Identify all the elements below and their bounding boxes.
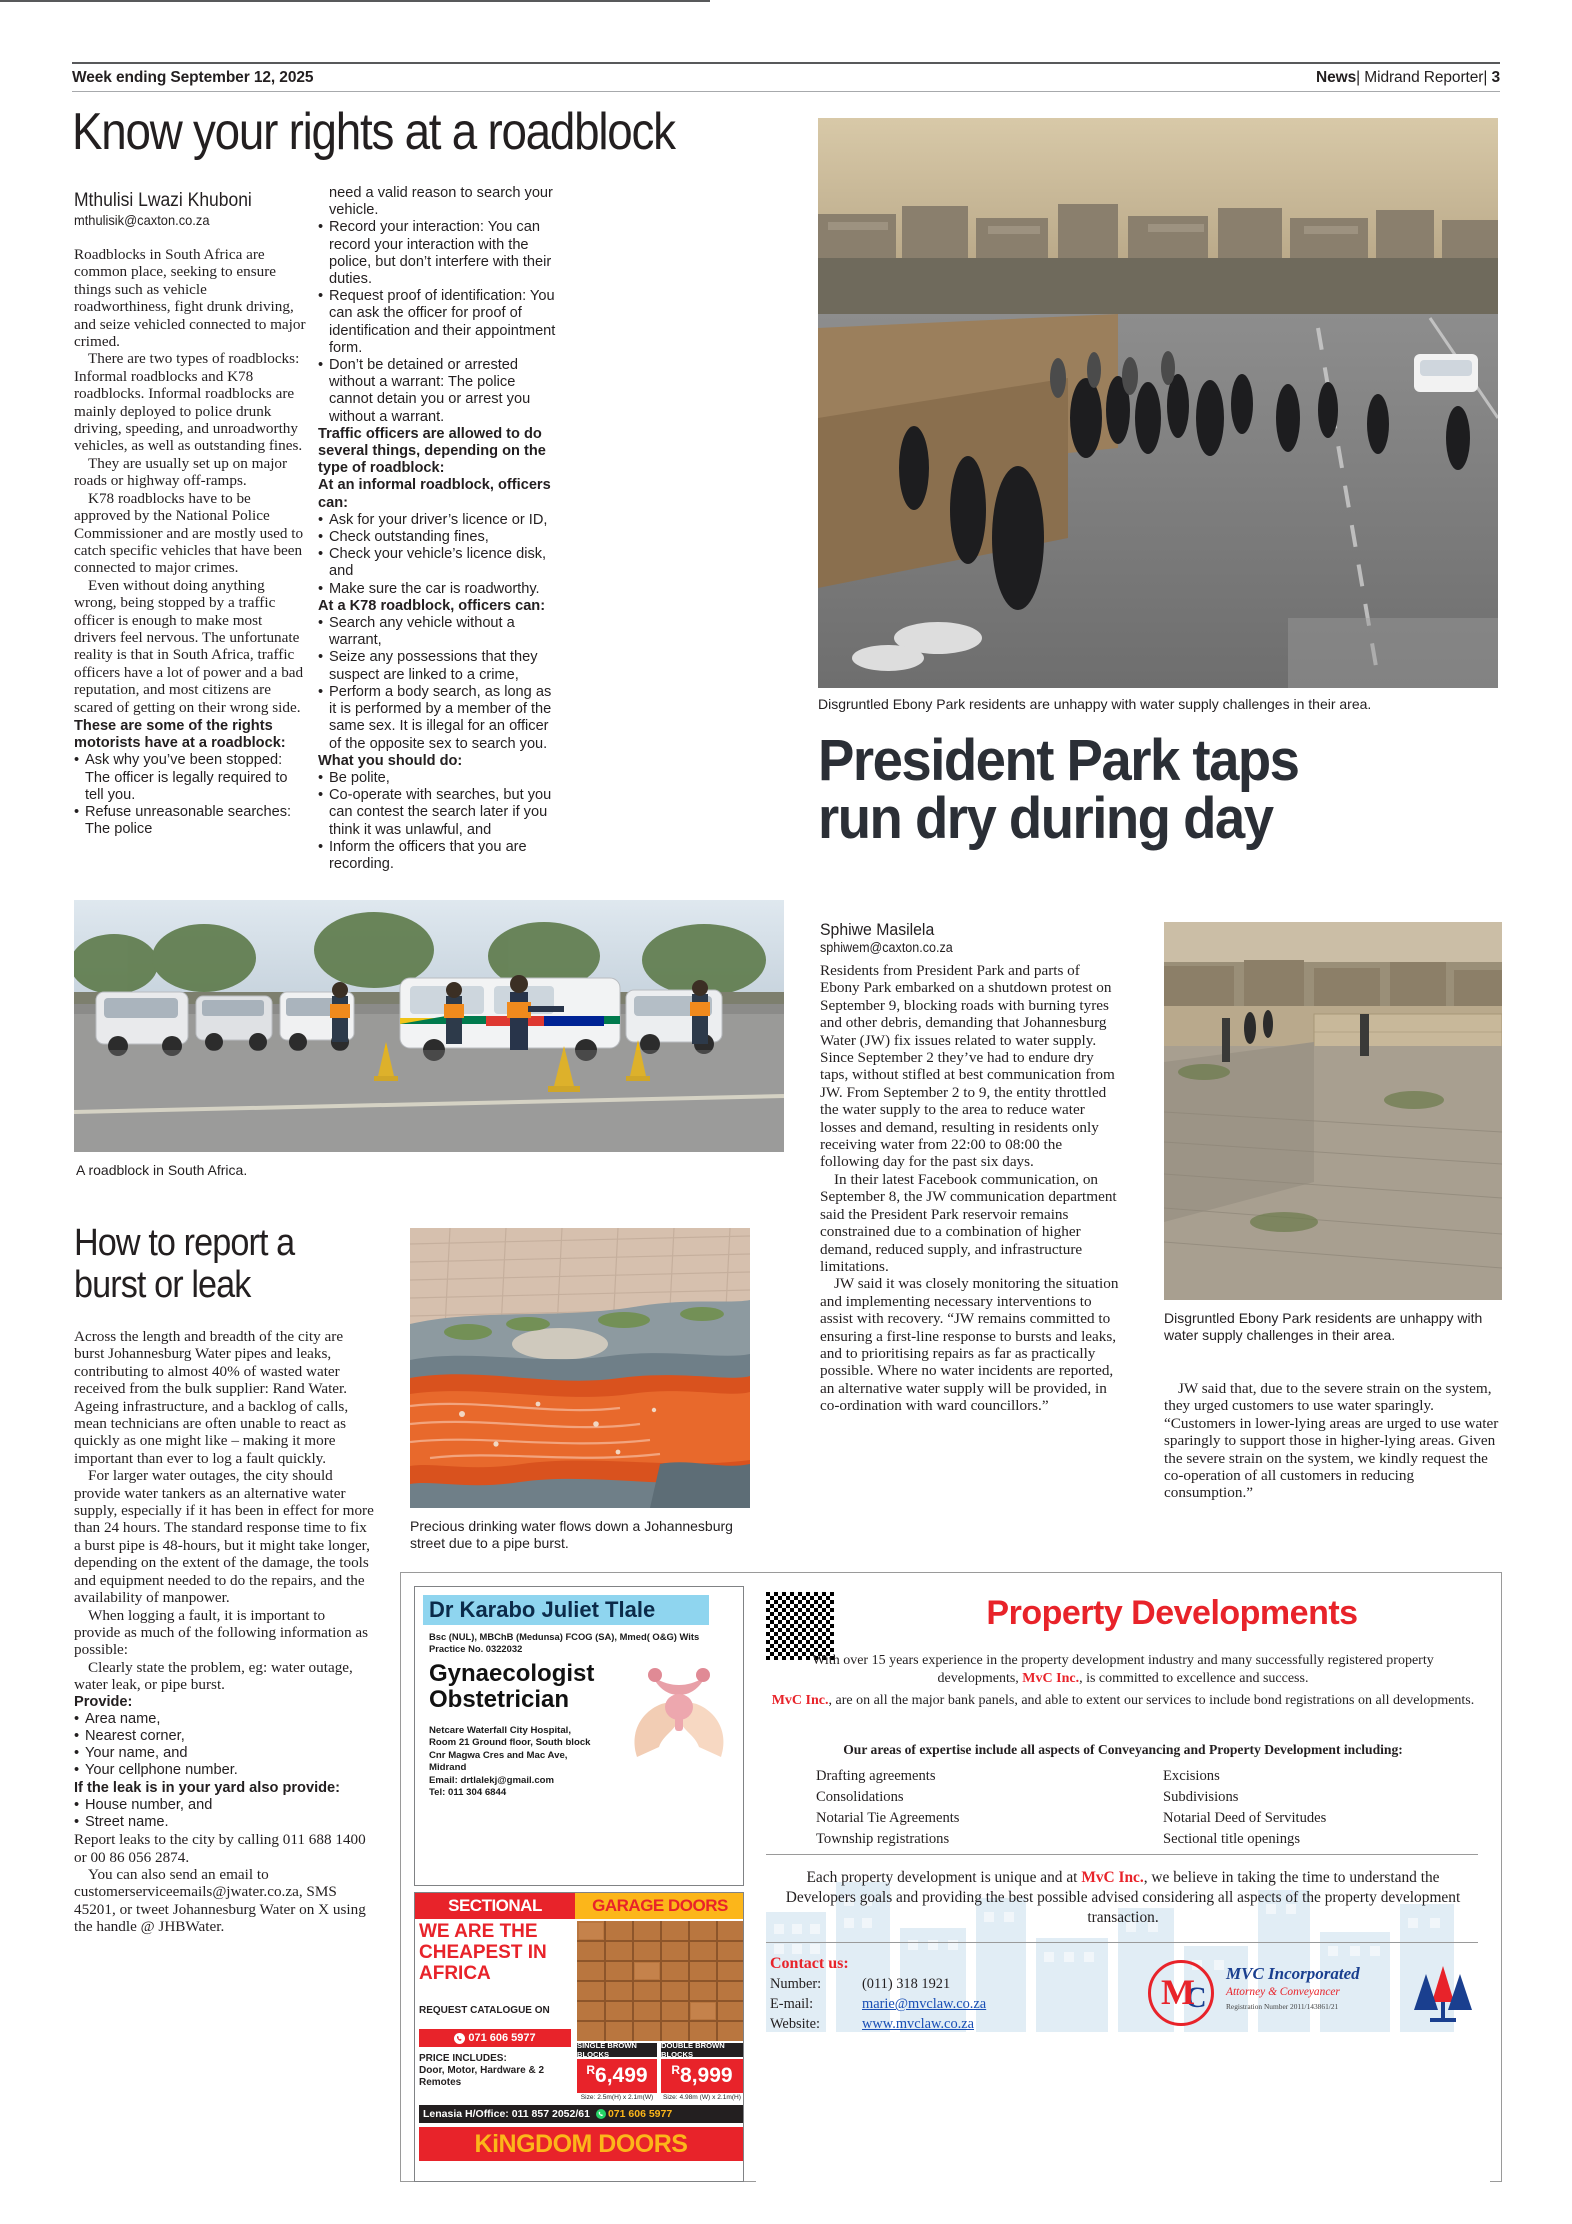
k78-bullet-list	[318, 615, 556, 753]
ad-garage-office-line[interactable]	[419, 2105, 743, 2123]
ad-doctor-qualifications	[429, 1631, 729, 1655]
caption-roadblock-photo: A roadblock in South Africa.	[76, 1162, 248, 1178]
closing-text-a: Each property development is unique and at	[806, 1869, 1082, 1886]
list-item: • Check your vehicle’s licence disk, and	[318, 546, 556, 580]
list-item: • House number, and	[74, 1797, 374, 1814]
ad-garage-label-double: DOUBLE BROWN BLOCKS	[661, 2043, 743, 2057]
contact-label: E-mail:	[770, 1996, 814, 2012]
list-item: • Ask why you’ve been stopped: The officer is legally required to tell you.	[74, 752, 306, 804]
section-divider-rule	[0, 0, 710, 2]
brand-name-inline: MvC Inc.	[1022, 1670, 1080, 1686]
list-item: • Nearest corner,	[74, 1728, 374, 1745]
price-includes-detail: Door, Motor, Hardware & 2 Remotes	[419, 2065, 545, 2088]
should-bullet-list	[318, 770, 556, 873]
rights-bullet-list	[74, 752, 306, 838]
list-item: Subdivisions	[1163, 1789, 1239, 1805]
subheading-k78-roadblock: At a K78 roadblock, officers can:	[318, 597, 546, 614]
ad-garage-office-phone: Lenasia H/Office: 011 857 2052/61	[423, 2108, 590, 2120]
paragraph: There are two types of roadblocks: Informal roadblocks and K78 roadblocks. Informal roadblocks are mainly deployed to police drunk driving, speeding, and unroadworthy vehicles, as well as outstanding fines.	[74, 350, 303, 455]
mvc-logo	[1148, 1958, 1478, 2032]
photo-burst-pipe	[410, 1228, 750, 1508]
list-item: Notarial Tie Agreements	[816, 1810, 960, 1826]
intro-1-text-c: , is committed to excellence and success.	[1079, 1670, 1309, 1686]
subheading-informal-roadblock: At an informal roadblock, officers can:	[318, 477, 551, 511]
paragraph: In their latest Facebook communication, on September 8, the JW communication department said the President Park reservoir remains constrained due to a combination of higher demand, reduced supply, and infrastructure limitations.	[820, 1170, 1117, 1275]
list-item: • Inform the officers that you are recording.	[318, 839, 556, 873]
hands-uterus-icon	[619, 1661, 739, 1781]
paragraph: K78 roadblocks have to be approved by the National Police Commissioner and are mostly used to catch specific vehicles that have been connected to major crimes.	[74, 489, 304, 577]
headline-line-1: How to report a	[74, 1222, 295, 1264]
photo-roadblock-scene	[74, 900, 784, 1152]
contact-value-number: (011) 318 1921	[862, 1976, 951, 1992]
list-item: • Perform a body search, as long as it is performed by a member of the same sex. It is illegal for an officer of the opposite sex to search you.	[318, 684, 556, 753]
headline-roadblock: Know your rights at a roadblock	[72, 103, 675, 161]
ad-garage-price-includes	[419, 2053, 571, 2089]
ad-mvc-divider-1	[766, 1854, 1478, 1855]
paragraph: Roadblocks in South Africa are common place, seeking to ensure things such as vehicle roadworthiness, fight drunk driving, and seize vehicled connected to major crimed.	[74, 246, 306, 351]
contact-value-email[interactable]: marie@mvclaw.co.za	[862, 1996, 987, 2012]
ad-doctor-degrees: Bsc (NUL), MBChB (Medunsa) FCOG (SA), Mmed( O&G) Wits	[429, 1631, 700, 1642]
list-item: • Ask for your driver’s licence or ID,	[318, 512, 556, 529]
speciality-line-1: Gynaecologist	[429, 1660, 595, 1687]
scales-of-justice-icon	[1408, 1962, 1478, 2024]
ad-mvc-title: Property Developments	[986, 1594, 1358, 1632]
roadblock-column-2	[318, 185, 556, 873]
photo-burst-pipe-graphic	[410, 1228, 750, 1508]
informal-bullet-list	[318, 512, 556, 598]
ad-garage-brand-name: KiNGDOM DOORS	[419, 2127, 743, 2161]
ad-doctor-speciality	[429, 1661, 619, 1713]
paragraph: JW said it was closely monitoring the situation and implementing necessary interventions to assist with recovery. “JW remains committed to ensuring a first-line response to bursts and leaks, and to prioritising repairs as far as practically possible. Where no water incidents are reported, an alternative water supply will be provided, in co-ordination with ward councillors.”	[820, 1275, 1119, 1415]
brand-name-inline: MvC Inc.	[771, 1693, 829, 1708]
currency-symbol: R	[586, 2063, 596, 2077]
address-line: Midrand	[429, 1762, 467, 1774]
paragraph: Clearly state the problem, eg: water outage, water leak, or pipe burst.	[74, 1658, 353, 1694]
president-park-column-1	[820, 962, 1120, 1415]
ad-garage-tag-sectional: SECTIONAL	[415, 1893, 575, 1919]
contact-table	[770, 1974, 994, 2034]
runhead-page-number: 3	[1491, 68, 1500, 86]
ad-mvc-intro-2	[770, 1692, 1476, 1710]
monogram-c: C	[1185, 1981, 1207, 2014]
subheading-provide: Provide:	[74, 1693, 133, 1710]
list-item: • Search any vehicle without a warrant,	[318, 615, 556, 649]
ad-doctor-address	[429, 1725, 629, 1799]
list-item: • Your name, and	[74, 1745, 374, 1762]
ad-garage-tag-doors: GARAGE DOORS	[575, 1893, 744, 1919]
paragraph: JW said that, due to the severe strain on the system, they urged customers to use water sparingly. “Customers in lower-lying areas are urged to use water sparingly to support those in higher-lying areas. Given the severe strain on the system, we kindly request the co-operation of all customers in reducing consumption.”	[1164, 1380, 1499, 1502]
subheading-rights: These are some of the rights motorists have at a roadblock:	[74, 717, 286, 752]
rights-bullet-list-cont	[318, 219, 556, 425]
ad-kingdom-garage-doors[interactable]	[414, 1892, 744, 2182]
paragraph: For larger water outages, the city should provide water tankers as an alternative water supply, especially if it has been in effect for more than 24 hours. The standard response time to fix a burst pipe is 48-hours, but it might take longer, depending on the extent of the damage, the tools and equipment needed to do the repairs, and the availability of manpower.	[74, 1467, 374, 1607]
whatsapp-icon	[596, 2109, 606, 2119]
price-double-value: 8,999	[680, 2064, 733, 2087]
ad-mvc-expertise-lists	[816, 1766, 1476, 1850]
paragraph: When logging a fault, it is important to provide as much of the following information as possible:	[74, 1606, 368, 1659]
garage-door-graphic	[577, 1921, 743, 2041]
ad-garage-price-double	[661, 2059, 743, 2093]
whatsapp-icon	[454, 2033, 465, 2044]
currency-symbol: R	[671, 2063, 681, 2077]
contact-value-website[interactable]: www.mvclaw.co.za	[862, 2016, 975, 2032]
closing-text-c: , we believe in taking the time to understand the Developers goals and providing the best possible advised considering all aspects of the property development transaction.	[785, 1869, 1461, 1926]
price-single-value: 6,499	[595, 2064, 648, 2087]
list-item: • Be polite,	[318, 770, 556, 787]
list-item: • Check outstanding fines,	[318, 529, 556, 546]
list-item: • Refuse unreasonable searches: The police	[74, 804, 306, 838]
garage-door-image	[577, 1921, 743, 2041]
list-item: Excisions	[1163, 1768, 1220, 1784]
list-item: • Record your interaction: You can record your interaction with the police, but don’t interfere with their duties.	[318, 219, 556, 288]
ad-garage-label-single: SINGLE BROWN BLOCKS	[577, 2043, 657, 2057]
subheading-what-you-should-do: What you should do:	[318, 752, 463, 769]
photo-president-park-road	[1164, 922, 1502, 1300]
price-includes-title: PRICE INCLUDES:	[419, 2053, 507, 2064]
brand-name-inline: MvC Inc.	[1081, 1869, 1144, 1886]
headline-line-2: run dry during day	[818, 786, 1273, 851]
ad-garage-size-single: Size: 2.5m(H) x 2.1m(W)	[580, 2094, 654, 2101]
byline-email-roadblock: mthulisik@caxton.co.za	[74, 212, 210, 228]
list-item: • Co-operate with searches, but you can contest the search later if you think it was unlawful, and	[318, 787, 556, 839]
paragraph: Residents from President Park and parts of Ebony Park embarked on a shutdown protest on September 9, blocking roads with burning tyres and other debris, demanding that Johannesburg Water (JW) fix issues related to water supply. Since September 2 they’ve had to endure dry taps, without stifled at best communication from JW. From September 2 to 9, the entity throttled the water supply to the area to reduce water losses and demand, resulting in residents only receiving water from 22:00 to 08:00 the following day for the past six days.	[820, 962, 1115, 1171]
ad-mvc-closing-statement	[770, 1868, 1476, 1928]
address-line: Cnr Magwa Cres and Mac Ave,	[429, 1749, 568, 1761]
list-item: • Request proof of identification: You can ask the officer for proof of identification and their appointment form.	[318, 288, 556, 357]
headline-line-1: President Park taps	[818, 728, 1299, 793]
address-line: Room 21 Ground floor, South block	[429, 1737, 591, 1749]
ad-garage-phone-top-number: 071 606 5977	[468, 2032, 536, 2044]
ad-doctor-email[interactable]: Email: drtlalekj@gmail.com	[429, 1774, 555, 1786]
paragraph: Ageing infrastructure, and a backlog of calls, mean technicians are often unable to react as quickly as one might like – making it more important than ever to log a fault quickly.	[74, 1397, 349, 1467]
runhead-sep-1: |	[1356, 68, 1361, 86]
headline-president-park	[818, 728, 1476, 851]
paragraph: They are usually set up on major roads or highway off-ramps.	[74, 454, 288, 490]
subheading-yard: If the leak is in your yard also provide:	[74, 1779, 341, 1796]
runhead-section-page	[1316, 69, 1500, 87]
mvc-monogram-icon	[1148, 1960, 1214, 2026]
yard-bullet-list	[74, 1797, 374, 1831]
runhead-sep-2: |	[1483, 68, 1488, 86]
caption-burst-pipe-photo: Precious drinking water flows down a Johannesburg street due to a pipe burst.	[410, 1518, 733, 1551]
caption-president-park-photo: Disgruntled Ebony Park residents are unhappy with water supply challenges in their area.	[1164, 1310, 1483, 1343]
headline-how-to-report	[74, 1222, 344, 1306]
photo-ebony-park-graphic	[818, 118, 1498, 688]
contact-label: Website:	[770, 2016, 820, 2032]
photo-president-park-graphic	[1164, 922, 1502, 1300]
caption-ebony-park-photo: Disgruntled Ebony Park residents are unhappy with water supply challenges in their area.	[818, 696, 1372, 712]
table-row	[770, 1994, 994, 2014]
address-line: Netcare Waterfall City Hospital,	[429, 1725, 571, 1736]
list-item: Notarial Deed of Servitudes	[1163, 1810, 1327, 1826]
list-item: Sectional title openings	[1163, 1831, 1300, 1847]
ad-mvc-expertise-heading: Our areas of expertise include all aspects of Conveyancing and Property Development including:	[843, 1742, 1403, 1757]
ad-mvc-property-developments[interactable]	[756, 1586, 1490, 2182]
runhead-publication: Midrand Reporter	[1364, 68, 1484, 86]
list-item: • Street name.	[74, 1814, 374, 1831]
mvc-logo-name: MVC Incorporated	[1226, 1964, 1360, 1983]
president-park-column-2	[1164, 1380, 1502, 1502]
ad-garage-price-single	[577, 2059, 657, 2093]
intro-1-text-a: With over 15 years experience in the property development industry and many successfully registered property developments,	[812, 1653, 1434, 1686]
ad-doctor-practice-number: Practice No. 0322032	[429, 1643, 523, 1654]
ad-garage-request-catalogue: REQUEST CATALOGUE ON	[419, 2005, 550, 2016]
mvc-logo-subtitle: Attorney & Conveyancer	[1226, 1986, 1340, 1998]
running-head	[72, 62, 1500, 92]
qr-code-icon[interactable]	[766, 1592, 834, 1660]
ad-mvc-intro-1	[770, 1652, 1476, 1687]
speciality-line-2: Obstetrician	[429, 1686, 570, 1713]
paragraph: You can also send an email to customerserviceemails@jwater.co.za, SMS 45201, or tweet Johannesburg Water on X using the handle @ JHBWater.	[74, 1865, 366, 1936]
ad-doctor-name: Dr Karabo Juliet Tlale	[423, 1595, 709, 1625]
list-item: • Seize any possessions that they suspect are linked to a crime,	[318, 649, 556, 683]
ad-garage-size-double: Size: 4.98m (W) x 2.1m(H)	[662, 2094, 742, 2101]
paragraph-continuation: need a valid reason to search your vehicle.	[329, 185, 553, 219]
contact-label: Number:	[770, 1976, 822, 1992]
provide-bullet-list	[74, 1711, 374, 1780]
runhead-date: Week ending September 12, 2025	[72, 68, 314, 86]
table-row	[770, 1974, 994, 1994]
list-item: • Area name,	[74, 1711, 374, 1728]
paragraph: Report leaks to the city by calling 011 688 1400 or 00 86 056 2874.	[74, 1831, 366, 1866]
contact-heading: Contact us:	[770, 1955, 849, 1972]
roadblock-column-1	[74, 246, 306, 838]
ad-dr-karabo-tlale[interactable]	[414, 1586, 744, 1886]
intro-2-text-b: , are on all the major bank panels, and able to extent our services to include bond registrations on all developments.	[828, 1693, 1475, 1708]
list-item: • Don’t be detained or arrested without a warrant: The police cannot detain you or arrest you without a warrant.	[318, 357, 556, 426]
ad-mvc-contact-block	[770, 1954, 1100, 2034]
paragraph: Across the length and breadth of the city are burst Johannesburg Water pipes and leaks, contributing to almost 40% of wasted water received from the bulk supplier: Rand Water.	[74, 1328, 348, 1398]
photo-ebony-park-protest	[818, 118, 1498, 688]
byline-author-president-park: Sphiwe Masilela	[820, 920, 935, 939]
table-row	[770, 2014, 994, 2034]
ad-mvc-divider-2	[766, 1942, 1478, 1943]
expertise-list-right	[1163, 1766, 1476, 1850]
byline-email-president-park: sphiwem@caxton.co.za	[820, 940, 953, 955]
list-item: Township registrations	[816, 1831, 950, 1847]
burst-leak-column	[74, 1328, 374, 1936]
list-item: • Make sure the car is roadworthy.	[318, 581, 556, 598]
mvc-logo-registration: Registration Number 2011/143861/21	[1226, 2002, 1339, 2011]
byline-author-roadblock: Mthulisi Lwazi Khuboni	[74, 190, 252, 211]
list-item: Consolidations	[816, 1789, 904, 1805]
subheading-traffic-officers: Traffic officers are allowed to do several things, depending on the type of roadblock:	[318, 425, 546, 477]
ad-garage-phone-top[interactable]	[419, 2029, 571, 2047]
ad-garage-phone-bottom: 071 606 5977	[607, 2108, 673, 2120]
photo-roadblock-graphic	[74, 900, 784, 1152]
ad-garage-slogan: WE ARE THE CHEAPEST IN AFRICA	[419, 1921, 547, 1984]
list-item: Drafting agreements	[816, 1768, 936, 1784]
paragraph: Even without doing anything wrong, being stopped by a traffic officer is enough to make most drivers feel nervous. The unfortunate reality is that in South Africa, traffic officers have a lot of power and a bad reputation, and most citizens are scared of getting on their wrong side.	[74, 576, 304, 716]
runhead-section: News	[1316, 68, 1357, 86]
headline-line-2: burst or leak	[74, 1264, 251, 1306]
ad-doctor-phone[interactable]: Tel: 011 304 6844	[429, 1787, 507, 1799]
expertise-list-left	[816, 1766, 1129, 1850]
list-item: • Your cellphone number.	[74, 1762, 374, 1779]
